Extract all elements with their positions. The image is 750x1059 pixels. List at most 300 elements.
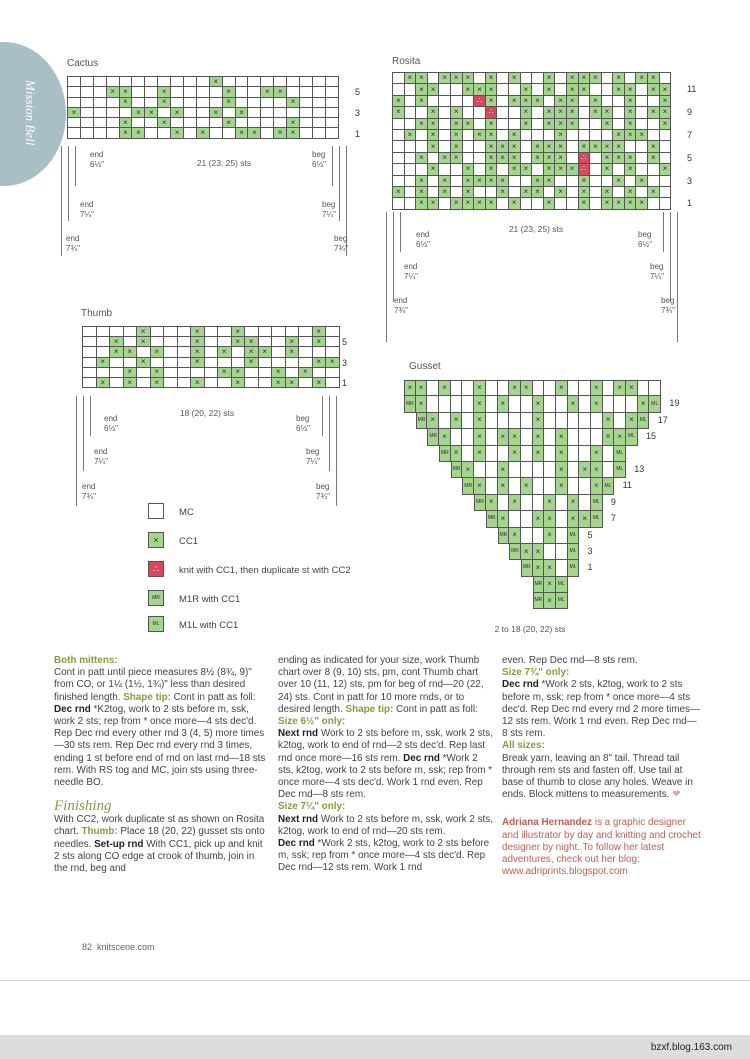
chart-cell: × xyxy=(486,73,498,84)
chart-empty xyxy=(614,577,626,593)
chart-cell xyxy=(428,153,440,164)
chart-cell xyxy=(474,187,486,198)
chart-empty xyxy=(427,478,439,494)
chart-cell xyxy=(145,98,158,108)
chart-cell xyxy=(579,429,591,445)
chart-cell xyxy=(107,98,120,108)
chart-cell xyxy=(521,73,533,84)
chart-cell xyxy=(439,164,451,175)
chart-cell xyxy=(544,96,556,107)
size-marker-line xyxy=(339,146,340,221)
size-marker-line xyxy=(322,396,323,436)
chart-empty xyxy=(404,560,416,576)
chart-empty xyxy=(603,560,615,576)
chart-cell xyxy=(218,327,232,337)
row-number: 9 xyxy=(610,496,616,507)
chart-empty xyxy=(416,446,428,462)
text-column-3 xyxy=(502,655,702,878)
chart-cell: × xyxy=(427,413,439,429)
chart-cell: × xyxy=(158,87,171,97)
chart-empty xyxy=(439,593,451,609)
footer-site: knitscene.com xyxy=(97,942,155,952)
chart-cell xyxy=(626,396,638,412)
chart-cell xyxy=(232,347,246,357)
chart-cell xyxy=(299,358,313,368)
chart-cell: MR xyxy=(521,560,533,576)
body-text: Cont in patt as foll: xyxy=(396,703,478,715)
chart-cell xyxy=(416,141,428,152)
chart-cell xyxy=(83,337,97,347)
chart-cell xyxy=(555,73,567,84)
chart-cell xyxy=(579,130,591,141)
chart-cell xyxy=(497,96,509,107)
chart-cell xyxy=(521,413,533,429)
chart-cell: × xyxy=(660,164,672,175)
chart-cell xyxy=(210,87,223,97)
row-number: 5 xyxy=(687,152,693,163)
chart-cell xyxy=(245,368,259,378)
chart-cell xyxy=(497,119,509,130)
chart-cell xyxy=(660,141,672,152)
chart-cell xyxy=(579,413,591,429)
chart-empty xyxy=(649,560,661,576)
chart-cell: × xyxy=(428,107,440,118)
chart-cell xyxy=(405,141,417,152)
chart-cell: × xyxy=(556,478,568,494)
chart-cell: MR xyxy=(451,462,463,478)
chart-cell: × xyxy=(474,130,486,141)
chart-cell xyxy=(81,118,94,128)
chart-cell xyxy=(636,107,648,118)
row-number: 7 xyxy=(610,513,616,524)
chart-cell: × xyxy=(568,511,580,527)
chart-cell: × xyxy=(245,337,259,347)
size-marker-line xyxy=(393,212,394,302)
chart-cell xyxy=(497,84,509,95)
chart-empty xyxy=(451,495,463,511)
chart-cell xyxy=(272,327,286,337)
size-marker-label: beg 7¼" xyxy=(306,447,320,466)
chart-cell xyxy=(613,164,625,175)
chart-cell: × xyxy=(245,347,259,357)
chart-cell xyxy=(164,368,178,378)
chart-cell: × xyxy=(474,176,486,187)
chart-cell xyxy=(158,128,171,138)
chart-cell: × xyxy=(232,337,246,347)
chart-cell: × xyxy=(463,187,475,198)
chart-cell xyxy=(474,119,486,130)
chart-cell: × xyxy=(613,176,625,187)
chart-cell: × xyxy=(428,119,440,130)
chart-cell xyxy=(83,378,97,388)
chart-cell xyxy=(579,446,591,462)
chart-cell: × xyxy=(497,176,509,187)
chart-cell xyxy=(326,118,339,128)
chart-cell: × xyxy=(124,378,138,388)
chart-cell xyxy=(245,327,259,337)
chart-empty xyxy=(474,593,486,609)
chart-cell: ML xyxy=(556,593,568,609)
chart-cell: × xyxy=(120,118,133,128)
chart-cell xyxy=(248,98,261,108)
chart-cell xyxy=(393,164,405,175)
chart-cell xyxy=(326,108,339,118)
size-marker-label: beg 7¾" xyxy=(316,482,330,501)
chart-cell xyxy=(532,84,544,95)
chart-cell xyxy=(439,84,451,95)
chart-cell xyxy=(498,446,510,462)
chart-empty xyxy=(404,446,416,462)
chart-empty xyxy=(591,560,603,576)
body-text: even. Rep Dec rnd—8 sts rem. xyxy=(502,655,638,666)
chart-cell: × xyxy=(625,198,637,209)
chart-cell xyxy=(636,164,648,175)
chart-cell xyxy=(590,119,602,130)
chart-empty xyxy=(439,462,451,478)
chart-cell: ML xyxy=(626,429,638,445)
chart-cell: × xyxy=(509,73,521,84)
chart-cell xyxy=(218,378,232,388)
chart-cell: × xyxy=(579,141,591,152)
chart-cell xyxy=(81,128,94,138)
size-marker-line xyxy=(670,212,671,302)
chart-cell: MR xyxy=(533,577,545,593)
chart-cell: × xyxy=(544,164,556,175)
chart-empty xyxy=(474,577,486,593)
chart-cell: × xyxy=(151,368,165,378)
chart-cell: × xyxy=(416,198,428,209)
chart-cell xyxy=(416,164,428,175)
chart-cell: × xyxy=(274,128,287,138)
size-marker-label: end 6½" xyxy=(104,414,118,433)
thumb-stitch-label: 18 (20, 22) sts xyxy=(179,408,235,418)
chart-cell xyxy=(648,96,660,107)
chart-cell: ML xyxy=(556,577,568,593)
chart-cell xyxy=(236,98,249,108)
chart-cell xyxy=(509,107,521,118)
chart-cell xyxy=(218,358,232,368)
chart-cell xyxy=(544,130,556,141)
chart-cell: × xyxy=(439,73,451,84)
chart-cell: × xyxy=(567,73,579,84)
chart-cell: × xyxy=(613,153,625,164)
chart-empty xyxy=(521,577,533,593)
chart-empty xyxy=(427,446,439,462)
chart-cell: × xyxy=(439,429,451,445)
chart-cell: × xyxy=(625,119,637,130)
chart-cell: × xyxy=(544,528,556,544)
chart-cell xyxy=(428,96,440,107)
chart-cell xyxy=(83,368,97,378)
chart-cell xyxy=(299,347,313,357)
chart-cell: × xyxy=(124,368,138,378)
chart-cell: × xyxy=(474,413,486,429)
chart-cell xyxy=(120,108,133,118)
chart-cell xyxy=(259,358,273,368)
chart-empty xyxy=(416,593,428,609)
chart-cell xyxy=(613,107,625,118)
size-marker-label: end 7¼" xyxy=(80,200,94,219)
legend-mc-swatch xyxy=(148,503,164,519)
chart-cell xyxy=(178,378,192,388)
chart-cell xyxy=(107,108,120,118)
chart-empty xyxy=(451,560,463,576)
chart-cell xyxy=(313,77,326,87)
chart-cell xyxy=(313,347,327,357)
chart-cell xyxy=(300,77,313,87)
chart-cell xyxy=(248,108,261,118)
chart-cell xyxy=(158,108,171,118)
chart-cell: × xyxy=(498,511,510,527)
chart-cell xyxy=(451,164,463,175)
chart-cell: × xyxy=(191,347,205,357)
chart-cell xyxy=(509,119,521,130)
chart-cell xyxy=(590,164,602,175)
chart-cell xyxy=(462,413,474,429)
chart-cell xyxy=(625,141,637,152)
chart-cell xyxy=(498,495,510,511)
chart-cell: × xyxy=(555,187,567,198)
chart-cell: MR xyxy=(498,528,510,544)
chart-cell xyxy=(124,358,138,368)
chart-cell: × xyxy=(286,337,300,347)
chart-cell xyxy=(521,141,533,152)
chart-cell xyxy=(68,87,81,97)
chart-cell: × xyxy=(463,198,475,209)
chart-empty xyxy=(638,544,650,560)
chart-cell: MR xyxy=(509,544,521,560)
chart-cell xyxy=(261,108,274,118)
chart-cell xyxy=(590,176,602,187)
chart-cell xyxy=(648,198,660,209)
chart-cell xyxy=(579,380,591,396)
chart-cell xyxy=(474,164,486,175)
chart-cell: × xyxy=(405,73,417,84)
size-marker-label: beg 7¾" xyxy=(334,234,348,253)
cactus-stitch-label: 21 (23, 25) sts xyxy=(196,158,252,168)
chart-cell xyxy=(145,77,158,87)
chart-cell xyxy=(474,153,486,164)
chart-cell: MR xyxy=(427,429,439,445)
chart-cell: × xyxy=(544,577,556,593)
chart-cell xyxy=(223,108,236,118)
chart-cell: × xyxy=(236,128,249,138)
chart-cell xyxy=(164,327,178,337)
chart-cell: × xyxy=(636,198,648,209)
chart-cell xyxy=(132,77,145,87)
chart-empty xyxy=(439,495,451,511)
chart-cell: × xyxy=(451,446,463,462)
chart-cell: MR xyxy=(416,413,428,429)
chart-cell xyxy=(602,96,614,107)
chart-cell: × xyxy=(137,358,151,368)
size-marker-label: end 7¼" xyxy=(404,262,418,281)
size-marker-label: beg 7¼" xyxy=(650,262,664,281)
chart-cell: × xyxy=(544,73,556,84)
chart-cell xyxy=(313,98,326,108)
chart-empty xyxy=(462,593,474,609)
chart-empty xyxy=(451,544,463,560)
chart-cell: × xyxy=(532,153,544,164)
chart-empty xyxy=(498,560,510,576)
chart-cell xyxy=(579,396,591,412)
chart-empty xyxy=(427,528,439,544)
chart-cell xyxy=(94,118,107,128)
chart-cell xyxy=(427,396,439,412)
chart-cell xyxy=(439,130,451,141)
chart-cell: × xyxy=(171,128,184,138)
chart-cell xyxy=(191,368,205,378)
chart-cell xyxy=(474,107,486,118)
chart-cell xyxy=(272,337,286,347)
chart-cell: × xyxy=(486,96,498,107)
chart-cell: × xyxy=(555,153,567,164)
chart-cell: × xyxy=(326,358,340,368)
chart-cell xyxy=(521,462,533,478)
chart-cell xyxy=(197,98,210,108)
chart-cell: × xyxy=(625,153,637,164)
chart-cell: × xyxy=(532,176,544,187)
chart-cell: × xyxy=(191,378,205,388)
chart-cell: × xyxy=(210,108,223,118)
chart-cell xyxy=(405,84,417,95)
row-number: 3 xyxy=(342,357,348,368)
chart-empty xyxy=(568,593,580,609)
chart-cell xyxy=(236,77,249,87)
chart-cell xyxy=(486,462,498,478)
chart-cell xyxy=(326,347,340,357)
chart-cell: × xyxy=(498,462,510,478)
chart-cell xyxy=(463,153,475,164)
chart-cell xyxy=(497,164,509,175)
chart-cell: × xyxy=(191,358,205,368)
chart-cell: × xyxy=(486,176,498,187)
chart-cell xyxy=(439,413,451,429)
chart-cell xyxy=(579,478,591,494)
chart-cell: × xyxy=(603,413,615,429)
thumb-chart xyxy=(82,326,340,388)
chart-cell xyxy=(602,176,614,187)
chart-empty xyxy=(404,511,416,527)
chart-cell: × xyxy=(393,96,405,107)
chart-cell: × xyxy=(521,478,533,494)
chart-empty xyxy=(439,511,451,527)
chart-cell xyxy=(81,87,94,97)
chart-cell: × xyxy=(124,347,138,357)
chart-cell xyxy=(648,176,660,187)
chart-cell xyxy=(132,118,145,128)
chart-cell: MR xyxy=(533,593,545,609)
chart-cell: × xyxy=(486,153,498,164)
chart-cell xyxy=(326,327,340,337)
legend-m1r-swatch: MR xyxy=(148,590,164,606)
chart-cell xyxy=(427,380,439,396)
term-setup-rnd: Set-up rnd xyxy=(94,838,144,850)
chart-cell xyxy=(590,84,602,95)
chart-cell: × xyxy=(232,368,246,378)
chart-empty xyxy=(591,593,603,609)
chart-cell xyxy=(533,462,545,478)
section-tab xyxy=(0,42,66,186)
chart-cell: ∴ xyxy=(579,164,591,175)
chart-cell xyxy=(521,176,533,187)
size-marker-line xyxy=(90,396,91,436)
term-dec-rnd: Dec rnd xyxy=(502,679,539,691)
chart-cell xyxy=(286,368,300,378)
chart-cell xyxy=(555,176,567,187)
chart-cell xyxy=(205,347,219,357)
chart-cell: × xyxy=(567,164,579,175)
chart-cell xyxy=(107,118,120,128)
chart-empty xyxy=(649,446,661,462)
chart-cell: × xyxy=(261,87,274,97)
chart-cell xyxy=(544,187,556,198)
row-number: 11 xyxy=(622,480,632,491)
chart-cell xyxy=(197,108,210,118)
chart-cell xyxy=(184,77,197,87)
chart-cell xyxy=(521,130,533,141)
chart-cell xyxy=(603,446,615,462)
chart-cell xyxy=(660,187,672,198)
chart-cell xyxy=(591,413,603,429)
chart-cell: × xyxy=(556,429,568,445)
chart-cell: ∴ xyxy=(579,153,591,164)
chart-cell xyxy=(509,84,521,95)
chart-cell: × xyxy=(223,98,236,108)
chart-cell: × xyxy=(474,84,486,95)
body-text: Cont in patt until piece measures 8½ (8¾, 9)" from CO, or 1¼ (1½, 1¾)" less than desired finished length. xyxy=(54,667,252,703)
chart-cell xyxy=(405,96,417,107)
chart-cell: × xyxy=(602,187,614,198)
chart-empty xyxy=(591,544,603,560)
chart-cell xyxy=(591,429,603,445)
chart-cell: × xyxy=(521,119,533,130)
chart-cell xyxy=(439,96,451,107)
chart-cell: × xyxy=(509,153,521,164)
chart-cell xyxy=(259,378,273,388)
chart-cell: × xyxy=(299,368,313,378)
chart-cell xyxy=(326,378,340,388)
chart-cell xyxy=(613,96,625,107)
chart-cell: × xyxy=(590,141,602,152)
chart-cell: × xyxy=(533,429,545,445)
chart-cell xyxy=(497,130,509,141)
chart-cell: ML xyxy=(614,446,626,462)
chart-cell: × xyxy=(613,130,625,141)
chart-cell: × xyxy=(509,446,521,462)
chart-cell xyxy=(205,337,219,347)
chart-cell: × xyxy=(602,107,614,118)
chart-cell xyxy=(544,478,556,494)
heading-size-6-5: Size 6½" only: xyxy=(278,716,346,728)
chart-cell xyxy=(83,327,97,337)
chart-cell: × xyxy=(555,164,567,175)
chart-cell: × xyxy=(272,378,286,388)
heading-shape-tip: Shape tip: xyxy=(345,703,394,715)
chart-cell: × xyxy=(97,378,111,388)
chart-empty xyxy=(509,593,521,609)
gusset-chart xyxy=(404,380,661,609)
chart-empty xyxy=(498,593,510,609)
chart-cell: × xyxy=(567,119,579,130)
chart-cell xyxy=(463,107,475,118)
chart-empty xyxy=(649,495,661,511)
chart-empty xyxy=(474,560,486,576)
chart-cell: × xyxy=(509,495,521,511)
chart-cell: × xyxy=(416,187,428,198)
chart-cell xyxy=(68,118,81,128)
chart-cell xyxy=(474,73,486,84)
